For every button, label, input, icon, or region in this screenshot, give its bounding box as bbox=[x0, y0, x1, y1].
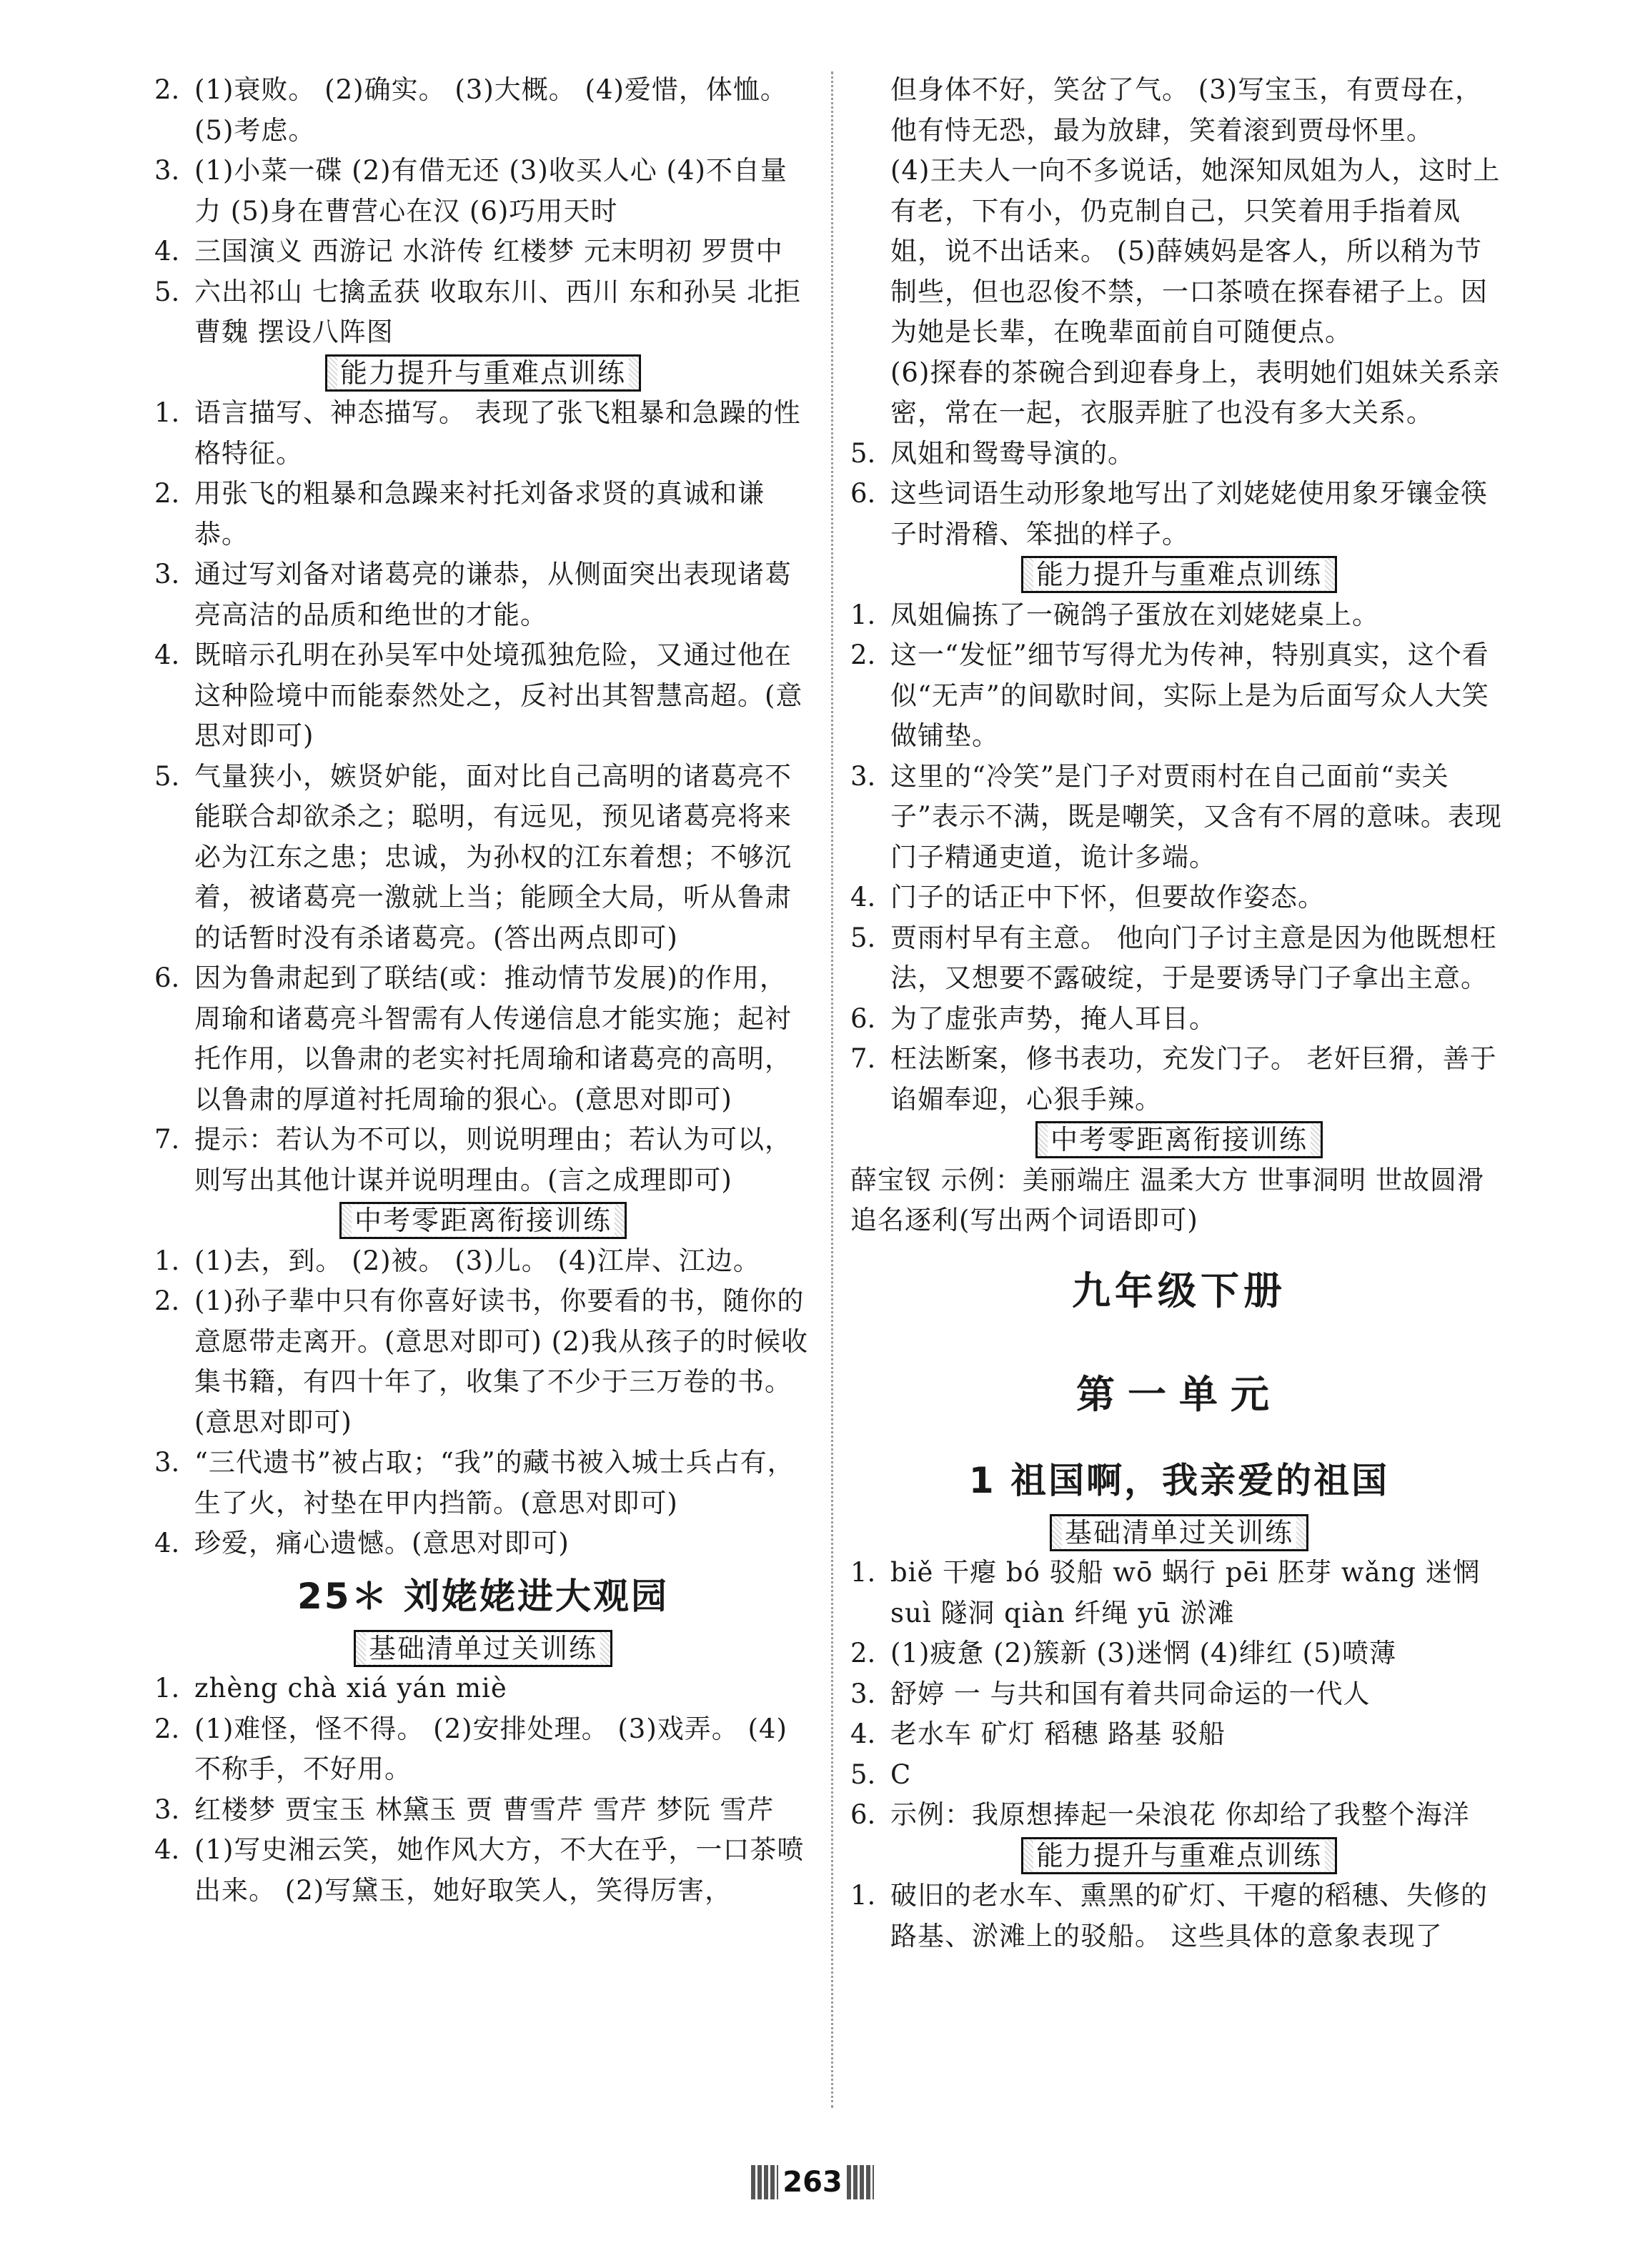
left-column bbox=[154, 70, 812, 1911]
section-banner: 中考零距离衔接训练 bbox=[154, 1200, 812, 1241]
answer-item: 3. “三代遗书”被占取；“我”的藏书被入城士兵占有，生了火，衬垫在甲内挡箭。(意思对即可) bbox=[154, 1447, 795, 1518]
volume-title: 九年级下册 bbox=[1072, 1268, 1286, 1313]
continued-text: 但身体不好，笑岔了气。 (3)写宝玉，有贾母在，他有恃无恐，最为放肆，笑着滚到贾母怀里。 bbox=[890, 74, 1483, 146]
continued-text: (6)探春的茶碗合到迎春身上，表明她们姐妹关系亲密，常在一起，衣服弄脏了也没有多大关系。 bbox=[890, 357, 1501, 428]
answer-item: 2. (1)难怪，怪不得。 (2)安排处理。 (3)戏弄。 (4)不称手，不好用。 bbox=[154, 1713, 787, 1784]
answer-item: 1. biě 干瘪 bó 驳船 wō 蜗行 pēi 胚芽 wǎng 迷惘 suì 隧洞 qiàn 纤绳 yū 淤滩 bbox=[850, 1557, 1480, 1628]
answer-item: 3. 红楼梦 贾宝玉 林黛玉 贾 曹雪芹 雪芹 梦阮 雪芹 bbox=[154, 1794, 775, 1825]
zhongkao-answer: 薛宝钗 示例：美丽端庄 温柔大方 世事洞明 世故圆滑 追名逐利(写出两个词语即可) bbox=[850, 1164, 1485, 1235]
answer-item: 6. 为了虚张声势，掩人耳目。 bbox=[850, 1003, 1216, 1034]
answer-item: 3. (1)小菜一碟 (2)有借无还 (3)收买人心 (4)不自量力 (5)身在曹营心在汉 (6)巧用天时 bbox=[154, 155, 787, 227]
answer-item: 3. 这里的“冷笑”是门子对贾雨村在自己面前“卖关子”表示不满，既是嘲笑，又含有不屑的意味。表现门子精通吏道，诡计多端。 bbox=[850, 760, 1502, 872]
answer-item: 4. 门子的话正中下怀，但要故作姿态。 bbox=[850, 882, 1325, 912]
answer-item: 6. 示例：我原想捧起一朵浪花 你却给了我整个海洋 bbox=[850, 1799, 1470, 1830]
right-column bbox=[850, 70, 1508, 1956]
section-banner: 基础清单过关训练 bbox=[850, 1513, 1508, 1553]
answer-item: 5. 六出祁山 七擒孟获 收取东川、西川 东和孙吴 北拒曹魏 摆设八阵图 bbox=[154, 276, 802, 347]
decorative-bars bbox=[751, 2165, 778, 2199]
lesson-title: 1 祖国啊，我亲爱的祖国 bbox=[968, 1459, 1390, 1501]
section-banner: 中考零距离衔接训练 bbox=[850, 1120, 1508, 1160]
answer-item: 2. 这一“发怔”细节写得尤为传神，特别真实，这个看似“无声”的间歇时间，实际上是为后面写众人大笑做铺垫。 bbox=[850, 640, 1489, 751]
answer-item: 1. 语言描写、神态描写。 表现了张飞粗暴和急躁的性格特征。 bbox=[154, 397, 801, 469]
answer-item: 2. (1)疲惫 (2)簇新 (3)迷惘 (4)绯红 (5)喷薄 bbox=[850, 1638, 1397, 1668]
answer-item: 5. C bbox=[850, 1759, 912, 1790]
answer-item: 6. 这些词语生动形象地写出了刘姥姥使用象牙镶金筷子时滑稽、笨拙的样子。 bbox=[850, 478, 1488, 549]
answer-item: 1. (1)去，到。 (2)被。 (3)儿。 (4)江岸、江边。 bbox=[154, 1245, 760, 1276]
unit-title: 第一单元 bbox=[1076, 1371, 1282, 1417]
answer-item: 3. 舒婷 一 与共和国有着共同命运的一代人 bbox=[850, 1678, 1371, 1709]
answer-item: 4. 既暗示孔明在孙吴军中处境孤独危险，又通过他在这种险境中而能泰然处之，反衬出其智慧高超。(意思对即可) bbox=[154, 640, 803, 751]
answer-item: 7. 枉法断案，修书表功，充发门子。 老奸巨猾，善于谄媚奉迎，心狠手辣。 bbox=[850, 1043, 1497, 1115]
answer-item: 1. 凤姐偏拣了一碗鸽子蛋放在刘姥姥桌上。 bbox=[850, 599, 1379, 630]
column-divider bbox=[831, 71, 833, 2108]
section-banner: 能力提升与重难点训练 bbox=[154, 353, 812, 394]
answer-item: 5. 气量狭小，嫉贤妒能，面对比自己高明的诸葛亮不能联合却欲杀之；聪明，有远见，预见诸葛亮将来必为江东之患；忠诚，为孙权的江东着想；不够沉着，被诸葛亮一激就上当；能顾全大局，听从鲁肃的话暂时没有杀诸葛亮。(答出两点即可) bbox=[154, 760, 792, 953]
section-banner: 能力提升与重难点训练 bbox=[850, 1836, 1508, 1876]
page-footer bbox=[750, 2162, 875, 2202]
continued-text: (4)王夫人一向不多说话，她深知凤姐为人，这时上有老，下有小，仍克制自己，只笑着用手指着凤姐，说不出话来。 (5)薛姨妈是客人，所以稍为节制些，但也忍俊不禁，一口茶喷在探春裙子上。因为她是长辈，在晚辈面前自可随便点。 bbox=[890, 155, 1501, 347]
answer-item: 4. 三国演义 西游记 水浒传 红楼梦 元末明初 罗贯中 bbox=[154, 236, 783, 267]
answer-item: 1. zhèng chà xiá yán miè bbox=[154, 1673, 507, 1704]
lesson-title: 25＊ 刘姥姥进大观园 bbox=[297, 1575, 669, 1617]
answer-item: 7. 提示：若认为不可以，则说明理由；若认为可以，则写出其他计谋并说明理由。(言之成理即可) bbox=[154, 1124, 792, 1195]
answer-item: 3. 通过写刘备对诸葛亮的谦恭，从侧面突出表现诸葛亮高洁的品质和绝世的才能。 bbox=[154, 559, 792, 630]
answer-item: 4. (1)写史湘云笑，她作风大方，不大在乎，一口茶喷出来。 (2)写黛玉，她好取笑人，笑得厉害， bbox=[154, 1834, 805, 1906]
answer-item: 2. (1)衰败。 (2)确实。 (3)大概。 (4)爱惜，体恤。 (5)考虑。 bbox=[154, 74, 787, 146]
answer-item: 4. 老水车 矿灯 稻穗 路基 驳船 bbox=[850, 1719, 1226, 1749]
decorative-bars bbox=[847, 2165, 874, 2199]
answer-item: 5. 凤姐和鸳鸯导演的。 bbox=[850, 437, 1135, 469]
answer-item: 1. 破旧的老水车、熏黑的矿灯、干瘪的稻穗、失修的路基、淤滩上的驳船。 这些具体的意象表现了 bbox=[850, 1880, 1488, 1951]
answer-item: 4. 珍爱，痛心遗憾。(意思对即可) bbox=[154, 1528, 570, 1558]
page-number: 263 bbox=[782, 2166, 843, 2199]
answer-item: 6. 因为鲁肃起到了联结(或：推动情节发展)的作用，周瑜和诸葛亮斗智需有人传递信息才能实施；起衬托作用，以鲁肃的老实衬托周瑜和诸葛亮的高明，以鲁肃的厚道衬托周瑜的狠心。(意思对即可) bbox=[154, 963, 792, 1115]
answer-item: 2. 用张飞的粗暴和急躁来衬托刘备求贤的真诚和谦恭。 bbox=[154, 478, 765, 549]
answer-item: 5. 贾雨村早有主意。 他向门子讨主意是因为他既想枉法，又想要不露破绽，于是要诱导门子拿出主意。 bbox=[850, 922, 1497, 993]
answer-item: 2. (1)孙子辈中只有你喜好读书，你要看的书，随你的意愿带走离开。(意思对即可) (2)我从孩子的时候收集书籍，有四十年了，收集了不少于三万卷的书。(意思对即可) bbox=[154, 1285, 809, 1438]
section-banner: 基础清单过关训练 bbox=[154, 1628, 812, 1669]
section-banner: 能力提升与重难点训练 bbox=[850, 554, 1508, 595]
